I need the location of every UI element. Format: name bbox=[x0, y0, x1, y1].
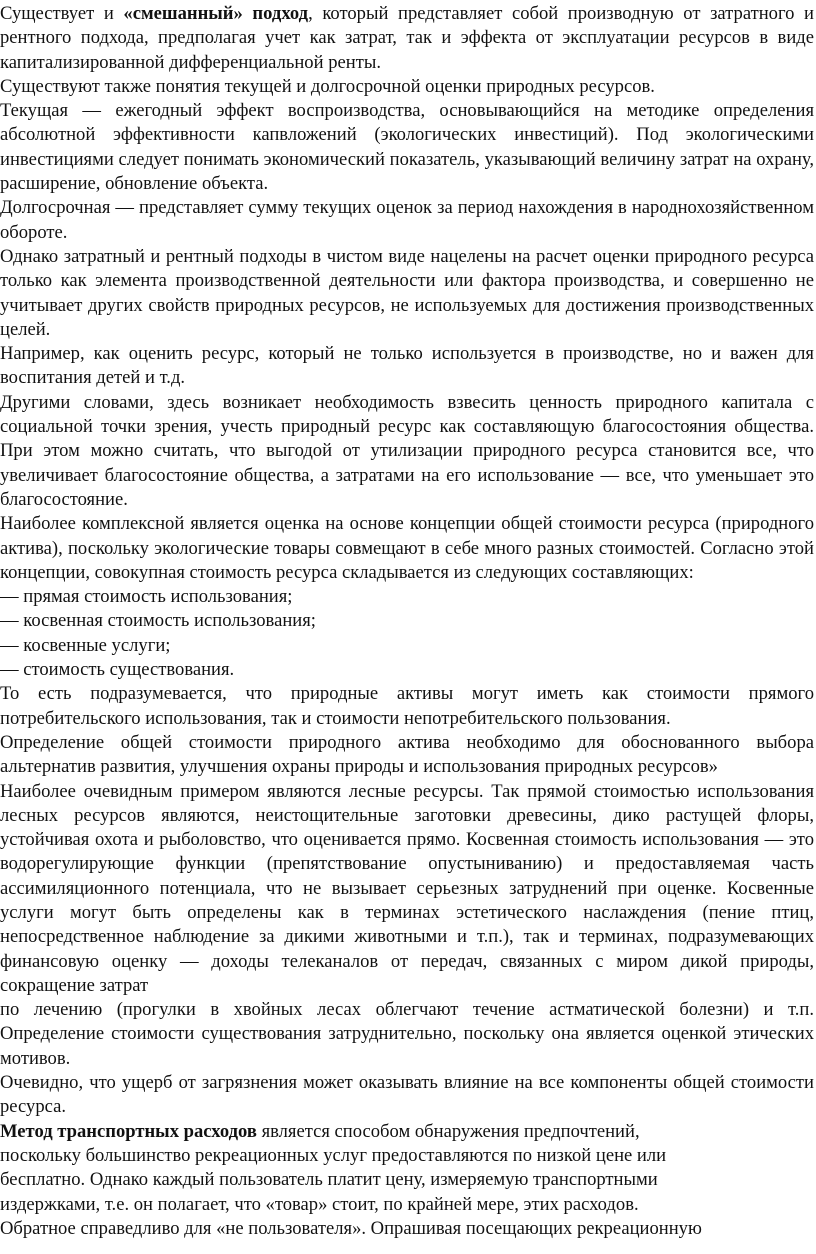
paragraph-implication: То есть подразумевается, что природные активы могут иметь как стоимости прямого потребительского использования, так и стоимости непотребительского пользования. bbox=[0, 683, 814, 729]
text-run: , который представляет собой производную от затратного и рентного подхода, предполагая учет как затрат, так и эффекта от эксплуатации ресурсов в виде капитализированной дифференциальной ренты. bbox=[0, 3, 814, 73]
paragraph-example: Например, как оценить ресурс, который не только используется в производстве, но и важен для воспитания детей и т.д. bbox=[0, 343, 814, 389]
paragraph-total-value: Наиболее комплексной является оценка на основе концепции общей стоимости ресурса (природного актива), поскольку экологические товары совмещают в себе много разных стоимостей. Согласно этой концепции, совокупная стоимость ресурса складывается из следующих составляющих: bbox=[0, 513, 814, 583]
text-line: бесплатно. Однако каждый пользователь платит цену, измеряемую транспортными bbox=[0, 1169, 658, 1191]
list-item: — косвенная стоимость использования; bbox=[0, 610, 316, 632]
paragraph-mixed-approach bbox=[0, 2, 814, 75]
bold-term: Метод транспортных расходов bbox=[0, 1120, 257, 1142]
paragraph-pollution: Очевидно, что ущерб от загрязнения может оказывать влияние на все компоненты общей стоимости ресурса. bbox=[0, 1072, 814, 1118]
text-line: поскольку большинство рекреационных услуг предоставляются по низкой цене или bbox=[0, 1144, 667, 1166]
paragraph-current-longterm: Существуют также понятия текущей и долгосрочной оценки природных ресурсов. bbox=[0, 75, 655, 97]
value-components-list bbox=[0, 585, 814, 682]
paragraph-non-user: Обратное справедливо для «не пользователя». Опрашивая посещающих рекреационную bbox=[0, 1217, 702, 1239]
text-line bbox=[0, 1120, 814, 1144]
paragraph-approaches: Однако затратный и рентный подходы в чистом виде нацелены на расчет оценки природного ресурса только как элемента производственной деятельности или фактора производства, и совершенно не учитывает других свойств природных ресурсов, не используемых для достижения производственных целей. bbox=[0, 245, 814, 340]
paragraph-longterm: Долгосрочная — представляет сумму текущих оценок за период нахождения в народнохозяйственном обороте. bbox=[0, 197, 814, 243]
paragraph-current: Текущая — ежегодный эффект воспроизводства, основывающийся на методике определения абсолютной эффективности капвложений (экологических инвестиций). Под экологическими инвестициями следует понимать экономический показатель, указывающий величину затрат на охрану, расширение, обновление объекта. bbox=[0, 100, 814, 195]
paragraph-travel-cost bbox=[0, 1120, 814, 1217]
list-item: — прямая стоимость использования; bbox=[0, 586, 293, 608]
paragraph-forest-example-cont: по лечению (прогулки в хвойных лесах облегчают течение астматической болезни) и т.п. Определение стоимости существования затруднительно, поскольку она является оценкой этических мотивов. bbox=[0, 999, 814, 1069]
list-item: — стоимость существования. bbox=[0, 659, 235, 681]
list-item: — косвенные услуги; bbox=[0, 634, 171, 656]
text-run: Существует и bbox=[0, 3, 124, 24]
text-run: является способом обнаружения предпочтений, bbox=[256, 1120, 640, 1142]
paragraph-social-value: Другими словами, здесь возникает необходимость взвесить ценность природного капитала с социальной точки зрения, учесть природный ресурс как составляющую благосостояния общества. При этом можно считать, что выгодой от утилизации природного ресурса становится все, что увеличивает благосостояние общества, а затратами на его использование — все, что уменьшает это благосостояние. bbox=[0, 391, 814, 510]
text-line: издержками, т.е. он полагает, что «товар» стоит, по крайней мере, этих расходов. bbox=[0, 1193, 639, 1215]
bold-term: «смешанный» подход bbox=[123, 3, 309, 24]
paragraph-definition: Определение общей стоимости природного актива необходимо для обоснованного выбора альтернатив развития, улучшения охраны природы и использования природных ресурсов» bbox=[0, 731, 814, 778]
paragraph-forest-example: Наиболее очевидным примером являются лесные ресурсы. Так прямой стоимостью использования лесных ресурсов являются, неистощительные заготовки древесины, дико растущей флоры, устойчивая охота и рыболовство, что оценивается прямо. Косвенная стоимость использования — это водорегулирующие функции (препятствование опустыниванию) и предоставляемая часть ассимиляционного потенциала, что не вызывает серьезных затруднений при оценке. Косвенные услуги могут быть определены как в терминах эстетического наслаждения (пение птиц, непосредственное наблюдение за дикими животными и т.п.), так и терминах, подразумевающих финансовую оценку — доходы телеканалов от передач, связанных с миром дикой природы, сокращение затрат bbox=[0, 780, 814, 996]
